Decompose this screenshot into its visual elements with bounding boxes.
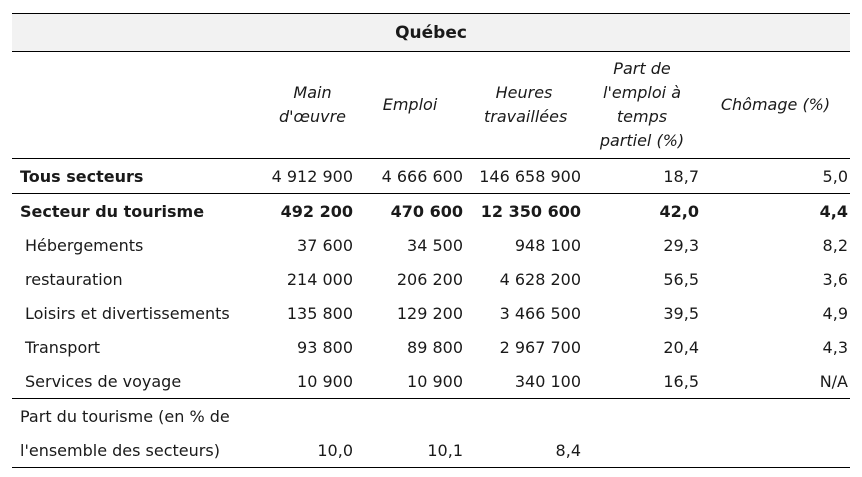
tourism-data-table — [12, 52, 850, 468]
header-heures: Heures travaillées — [484, 83, 568, 126]
share-label-line1: Part du tourisme (en % de — [20, 406, 230, 426]
share-part-empty — [583, 433, 701, 468]
header-part-temps-partiel: Part de l'emploi à temps partiel (%) — [599, 59, 685, 150]
cell-chomage: 5,0 — [822, 166, 848, 186]
share-main-oeuvre: 10,0 — [317, 440, 353, 460]
share-label-line2: l'ensemble des secteurs) — [20, 440, 220, 460]
table-row — [12, 296, 850, 330]
cell-heures: 12 350 600 — [480, 201, 581, 221]
cell-part: 42,0 — [659, 201, 699, 221]
cell-emploi: 4 666 600 — [381, 166, 463, 186]
cell-heures: 2 967 700 — [499, 337, 581, 357]
share-emploi: 10,1 — [427, 440, 463, 460]
header-emploi: Emploi — [382, 95, 438, 114]
cell-main-oeuvre: 4 912 900 — [271, 166, 353, 186]
cell-heures: 4 628 200 — [499, 269, 581, 289]
cell-main-oeuvre: 10 900 — [297, 371, 353, 391]
row-label: Secteur du tourisme — [20, 201, 205, 221]
cell-chomage: 4,4 — [819, 201, 848, 221]
row-label: Loisirs et divertissements — [25, 303, 230, 323]
table-row — [12, 364, 850, 399]
share-row-line1 — [12, 399, 850, 434]
row-label: Tous secteurs — [20, 166, 144, 186]
header-empty — [12, 52, 240, 159]
cell-part: 20,4 — [663, 337, 699, 357]
cell-part: 16,5 — [663, 371, 699, 391]
cell-emploi: 34 500 — [407, 235, 463, 255]
cell-heures: 340 100 — [514, 371, 581, 391]
cell-emploi: 470 600 — [390, 201, 463, 221]
table-row — [12, 330, 850, 364]
cell-heures: 948 100 — [514, 235, 581, 255]
cell-part: 18,7 — [663, 166, 699, 186]
cell-chomage: 8,2 — [822, 235, 848, 255]
cell-part: 29,3 — [663, 235, 699, 255]
cell-emploi: 206 200 — [396, 269, 463, 289]
share-row-line2 — [12, 433, 850, 468]
cell-emploi: 129 200 — [396, 303, 463, 323]
cell-main-oeuvre: 214 000 — [286, 269, 353, 289]
row-label: Hébergements — [25, 235, 144, 255]
cell-main-oeuvre: 135 800 — [286, 303, 353, 323]
table-row — [12, 159, 850, 194]
cell-chomage: N/A — [819, 371, 848, 391]
table-row — [12, 194, 850, 229]
cell-main-oeuvre: 492 200 — [280, 201, 353, 221]
table-row — [12, 228, 850, 262]
cell-chomage: 4,3 — [822, 337, 848, 357]
cell-main-oeuvre: 37 600 — [297, 235, 353, 255]
share-chomage-empty — [701, 433, 850, 468]
header-row — [12, 52, 850, 159]
tourism-table-container — [12, 13, 850, 468]
cell-chomage: 4,9 — [822, 303, 848, 323]
cell-heures: 146 658 900 — [479, 166, 581, 186]
row-label: restauration — [25, 269, 123, 289]
table-title: Québec — [12, 13, 850, 52]
row-label: Transport — [25, 337, 101, 357]
table-row — [12, 262, 850, 296]
header-chomage: Chômage (%) — [720, 95, 831, 114]
cell-main-oeuvre: 93 800 — [297, 337, 353, 357]
share-heures: 8,4 — [555, 440, 581, 460]
cell-emploi: 10 900 — [407, 371, 463, 391]
row-label: Services de voyage — [25, 371, 182, 391]
cell-part: 39,5 — [663, 303, 699, 323]
cell-heures: 3 466 500 — [499, 303, 581, 323]
cell-emploi: 89 800 — [407, 337, 463, 357]
header-main-oeuvre: Main d'œuvre — [278, 83, 347, 126]
cell-part: 56,5 — [663, 269, 699, 289]
cell-chomage: 3,6 — [822, 269, 848, 289]
